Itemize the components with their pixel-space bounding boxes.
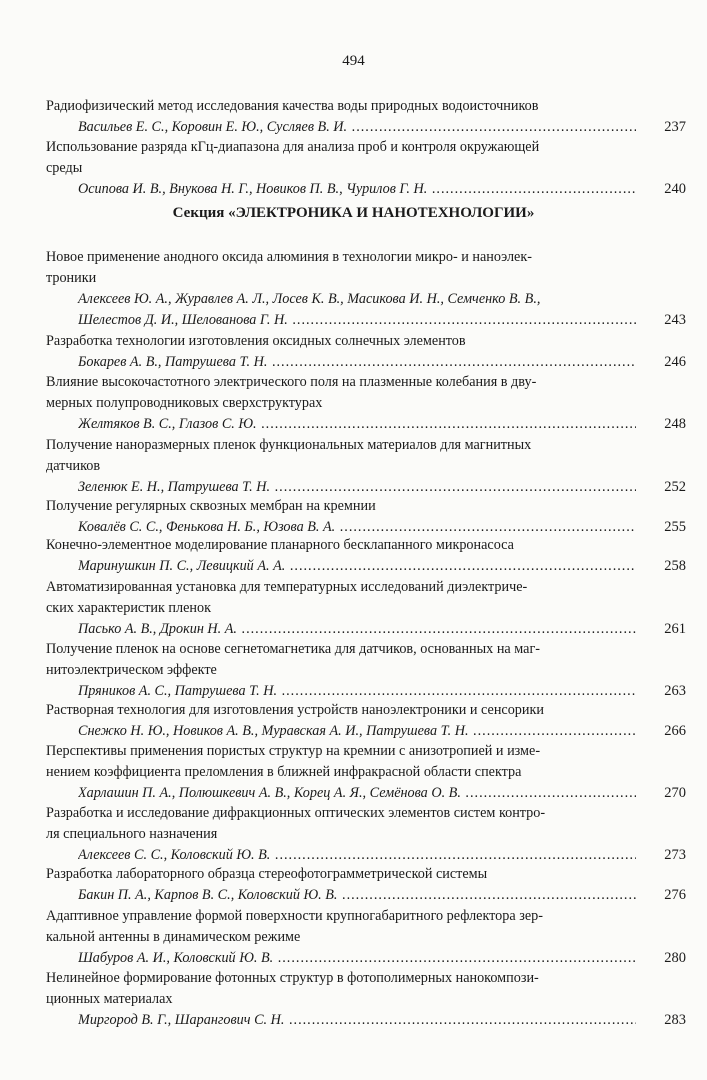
toc-entry-authors: Пасько А. В., Дрокин Н. А. ..... <box>78 619 636 640</box>
toc-entry <box>46 247 686 331</box>
toc-entry-authors-row <box>46 783 686 804</box>
toc-entry <box>46 435 686 498</box>
toc-entry-page: 246 <box>664 354 686 370</box>
toc-entry-page: 252 <box>664 479 686 495</box>
toc-entry-authors: Шелестов Д. И., Шелованова Г. Н. ..... <box>78 310 636 331</box>
toc-entry-title: Получение пленок на основе сегнетомагнетика для датчиков, основанных на маг- нитоэлектрическом эффекте <box>46 641 540 678</box>
toc-entry <box>46 372 686 435</box>
toc-entry <box>46 577 686 640</box>
toc-entry-title: Адаптивное управление формой поверхности крупногабаритного рефлектора зер- кальной антенны в динамическом режиме <box>46 908 543 945</box>
toc-entry-title: Радиофизический метод исследования качества воды природных водоисточников <box>46 98 539 114</box>
toc-entry <box>46 96 686 138</box>
toc-entry-authors-row <box>46 948 686 969</box>
toc-entry-page: 248 <box>664 416 686 432</box>
section-heading: Секция «ЭЛЕКТРОНИКА И НАНОТЕХНОЛОГИИ» <box>172 205 535 221</box>
toc-entry-authors: Маринушкин П. С., Левицкий А. А. ..... <box>78 556 636 577</box>
toc-entry-title: Получение регулярных сквозных мембран на кремнии <box>46 498 376 514</box>
toc-entry-page: 255 <box>664 519 686 535</box>
toc-entry-authors-row <box>46 117 686 138</box>
toc-entry-page: 280 <box>664 950 686 966</box>
toc-entry-authors-row <box>46 721 686 742</box>
toc-entry-authors: Харлашин П. А., Полюшкевич А. В., Корец А. Я., Семёнова О. В. ..... <box>78 783 636 804</box>
toc-entry-title: Нелинейное формирование фотонных структур в фотополимерных нанокомпози- ционных материалах <box>46 970 539 1007</box>
page-number: 494 <box>342 53 365 69</box>
toc-entry-page: 283 <box>664 1012 686 1028</box>
toc-entry <box>46 906 686 969</box>
toc-entry-page: 237 <box>664 119 686 135</box>
toc-entry-authors: Бакин П. А., Карпов В. С., Коловский Ю. В. ..... <box>78 885 636 906</box>
toc-entry <box>46 700 686 742</box>
toc-entry <box>46 864 686 906</box>
toc-entry-page: 276 <box>664 887 686 903</box>
toc-entry-authors-row <box>46 477 686 498</box>
toc-entry <box>46 803 686 866</box>
toc-entry-page: 258 <box>664 558 686 574</box>
toc-entry-authors: Зеленюк Е. Н., Патрушева Т. Н. ..... <box>78 477 636 498</box>
toc-entry-authors: Пряников А. С., Патрушева Т. Н. ..... <box>78 681 636 702</box>
toc-entry-authors-row <box>46 414 686 435</box>
toc-entry-authors: Миргород В. Г., Шарангович С. Н. ..... <box>78 1010 636 1031</box>
toc-entry <box>46 535 686 577</box>
toc-entry-authors: Шабуров А. И., Коловский Ю. В. ..... <box>78 948 636 969</box>
toc-entry-page: 266 <box>664 723 686 739</box>
toc-entry-page: 261 <box>664 621 686 637</box>
toc-entry-page: 240 <box>664 181 686 197</box>
toc-entry-authors-row <box>46 179 686 200</box>
toc-entry-authors: Осипова И. В., Внукова Н. Г., Новиков П. В., Чурилов Г. Н. ..... <box>78 179 636 200</box>
toc-entry <box>46 741 686 804</box>
toc-entry-authors-row <box>46 619 686 640</box>
toc-entry-title: Разработка и исследование дифракционных оптических элементов систем контро- ля специального назначения <box>46 805 546 842</box>
toc-entry-title: Автоматизированная установка для температурных исследований диэлектриче- ских характеристик пленок <box>46 579 528 616</box>
toc-entry-title: Новое применение анодного оксида алюминия в технологии микро- и наноэлек- троники <box>46 249 532 286</box>
toc-entry-authors: Васильев Е. С., Коровин Е. Ю., Сусляев В. И. ..... <box>78 117 636 138</box>
toc-entry-authors-row <box>46 556 686 577</box>
toc-entry-title: Разработка технологии изготовления оксидных солнечных элементов <box>46 333 466 349</box>
toc-entry-title: Растворная технология для изготовления устройств наноэлектроники и сенсорики <box>46 702 544 718</box>
toc-entry-page: 273 <box>664 847 686 863</box>
toc-entry <box>46 968 686 1031</box>
toc-entry-authors-row <box>46 681 686 702</box>
toc-entry-title: Конечно-элементное моделирование планарного бесклапанного микронасоса <box>46 537 514 553</box>
toc-entry <box>46 496 686 538</box>
toc-entry-page: 270 <box>664 785 686 801</box>
toc-entry-authors: Бокарев А. В., Патрушева Т. Н. ..... <box>78 352 636 373</box>
toc-entry-authors-row <box>46 885 686 906</box>
toc-entry-authors-row <box>46 845 686 866</box>
toc-entry <box>46 137 686 200</box>
toc-entry-title: Получение наноразмерных пленок функциональных материалов для магнитных датчиков <box>46 437 532 474</box>
toc-entry-authors: Алексеев Ю. А., Журавлев А. Л., Лосев К. В., Масикова И. Н., Семченко В. В., <box>78 291 541 307</box>
toc-entry-authors: Алексеев С. С., Коловский Ю. В. ..... <box>78 845 636 866</box>
toc-entry <box>46 331 686 373</box>
toc-entry-authors: Желтяков В. С., Глазов С. Ю. ..... <box>78 414 636 435</box>
toc-entry-authors-row <box>46 1010 686 1031</box>
toc-entry-page: 243 <box>664 312 686 328</box>
toc-entry-authors: Ковалёв С. С., Фенькова Н. Б., Юзова В. А. ..... <box>78 517 636 538</box>
toc-entry-title: Разработка лабораторного образца стереофотограмметрической системы <box>46 866 488 882</box>
toc-entry-authors-row <box>46 310 686 331</box>
toc-entry-authors: Снежко Н. Ю., Новиков А. В., Муравская А. И., Патрушева Т. Н. ..... <box>78 721 636 742</box>
toc-entry-authors-row <box>46 352 686 373</box>
toc-entry-title: Использование разряда кГц-диапазона для анализа проб и контроля окружающей среды <box>46 139 540 176</box>
toc-entry-title: Перспективы применения пористых структур на кремнии с анизотропией и изме- нением коэффициента преломления в ближней инфракрасной области спектра <box>46 743 541 780</box>
toc-entry <box>46 639 686 702</box>
toc-entry-title: Влияние высокочастотного электрического поля на плазменные колебания в дву- мерных полупроводниковых сверхструктурах <box>46 374 537 411</box>
toc-entry-page: 263 <box>664 683 686 699</box>
